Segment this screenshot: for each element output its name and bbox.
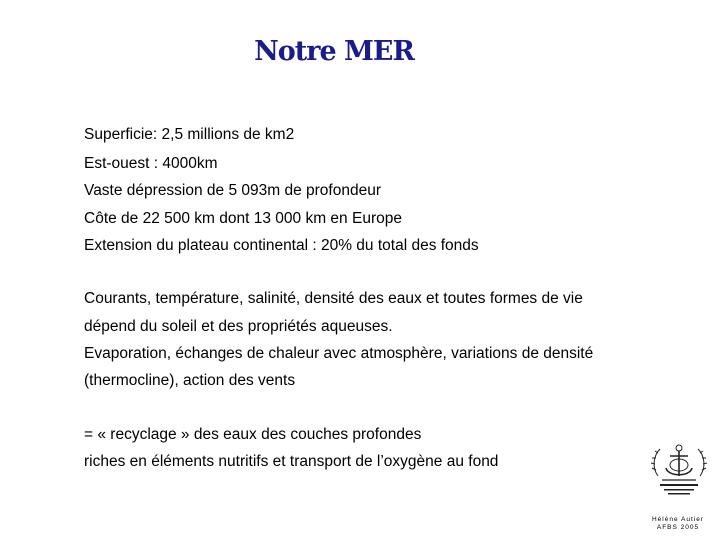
recycling-line-2: riches en éléments nutritifs et transport de l’oxygène au fond — [84, 453, 499, 470]
author-org: AFBS 2005 — [656, 524, 700, 531]
fact-area: Superficie: 2,5 millions de km2 — [84, 126, 295, 143]
currents-line-4: (thermocline), action des vents — [84, 372, 296, 389]
fact-coast: Côte de 22 500 km dont 13 000 km en Europe — [84, 210, 402, 227]
author-name: Hélène Autier — [651, 516, 705, 523]
fact-shelf: Extension du plateau continental : 20% du total des fonds — [84, 237, 479, 254]
fact-depth: Vaste dépression de 5 093m de profondeur — [84, 182, 381, 199]
author-credit — [636, 516, 720, 532]
fact-width: Est-ouest : 4000km — [84, 155, 218, 172]
currents-line-2: dépend du soleil et des propriétés aqueuses. — [84, 318, 393, 335]
recycling-line-1: = « recyclage » des eaux des couches profondes — [84, 426, 422, 443]
currents-line-3: Evaporation, échanges de chaleur avec atmosphère, variations de densité — [84, 345, 594, 362]
currents-line-1: Courants, température, salinité, densité des eaux et toutes formes de vie — [84, 290, 583, 307]
anchor-emblem-icon — [648, 440, 710, 498]
page-title: Notre MER — [254, 36, 414, 67]
